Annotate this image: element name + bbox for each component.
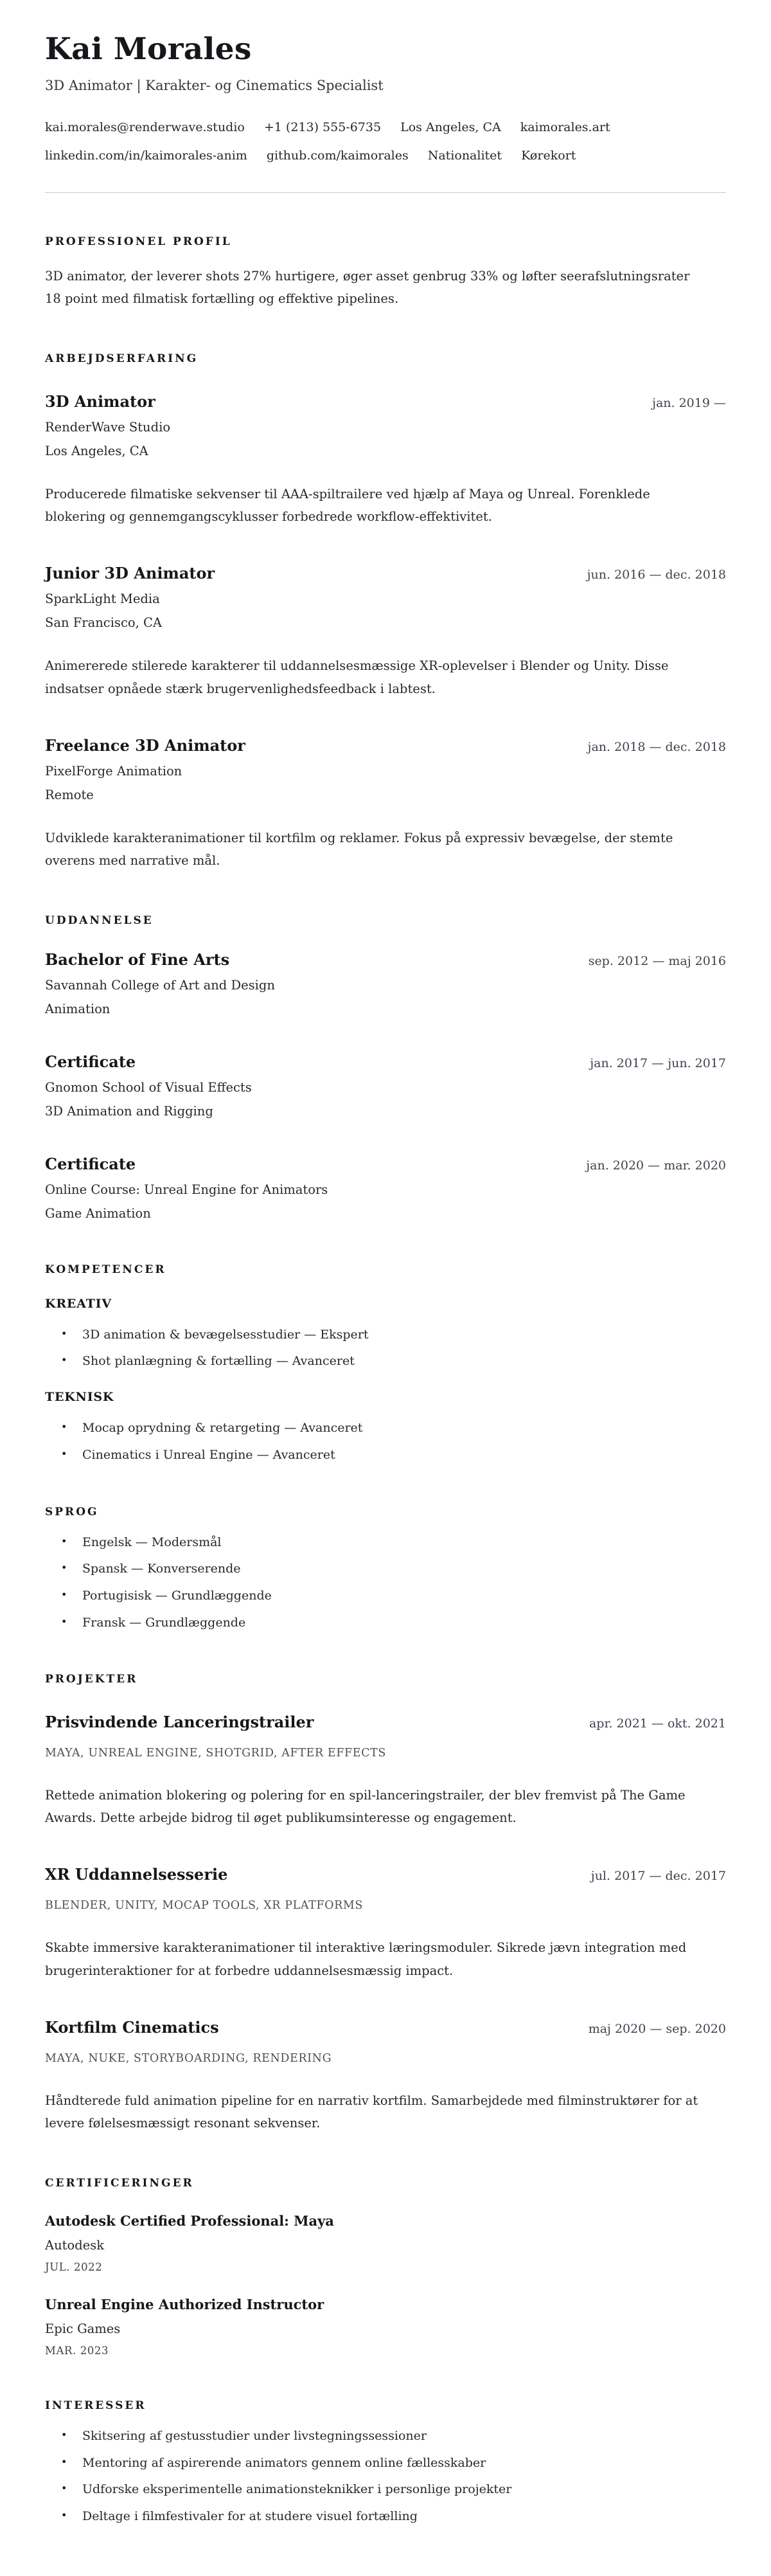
project-title: Prisvindende Lanceringstrailer — [45, 1713, 314, 1732]
section-projects — [45, 1673, 726, 2134]
skill-item-text: Shot planlægning & fortælling — Avanceret — [82, 1354, 355, 1369]
education-entry — [45, 950, 726, 1016]
project-description: Rettede animation blokering og polering for en spil-lanceringstrailer, der blev fremvist på The Game Awards. Dette arbejde bidrog til øget publikumsinteresse og engagement. — [45, 1788, 686, 1826]
skill-item-text: Cinematics i Unreal Engine — Avanceret — [82, 1447, 335, 1462]
degree-date: sep. 2012 — maj 2016 — [588, 953, 726, 968]
degree-institution: Savannah College of Art and Design — [45, 977, 275, 993]
job-title: 3D Animator — [45, 392, 155, 411]
skill-item-text: Mocap oprydning & retargeting — Avanceret — [82, 1421, 363, 1436]
language-item — [61, 1535, 712, 1551]
certification-entry — [45, 2296, 726, 2357]
certification-entry — [45, 2213, 726, 2273]
project-description: Håndterede fuld animation pipeline for en narrativ kortfilm. Samarbejdede med filminstruktører for at levere følelsesmæssigt resonant sekvenser. — [45, 2093, 698, 2130]
job-description: Animererede stilerede karakterer til uddannelsesmæssige XR-oplevelser i Blender og Unity. Disse indsatser opnåede stærk brugervenlighedsfeedback i labtest. — [45, 658, 669, 696]
bullet-icon: • — [61, 1354, 67, 1367]
skill-group-technical — [45, 1390, 726, 1463]
section-education — [45, 914, 726, 1221]
contact-github: github.com/kaimorales — [266, 149, 409, 163]
project-date: apr. 2021 — okt. 2021 — [589, 1716, 726, 1731]
degree-institution: Gnomon School of Visual Effects — [45, 1079, 252, 1095]
job-company: RenderWave Studio — [45, 420, 171, 435]
work-entry-header — [45, 564, 726, 582]
language-item — [61, 1615, 712, 1631]
bullet-icon: • — [61, 1562, 67, 1574]
bullet-icon: • — [61, 2482, 67, 2495]
contact-row-1 — [45, 120, 726, 134]
bullet-icon: • — [61, 1447, 67, 1460]
job-location: San Francisco, CA — [45, 615, 163, 631]
job-title: Junior 3D Animator — [45, 564, 215, 583]
language-item-text: Spansk — Konverserende — [82, 1562, 241, 1576]
skill-item — [61, 1420, 712, 1436]
degree-field: Animation — [45, 1001, 111, 1016]
header-divider — [45, 192, 726, 193]
language-list — [45, 1535, 726, 1631]
job-company: SparkLight Media — [45, 591, 160, 607]
education-entry-header — [45, 1052, 726, 1071]
certification-name: Autodesk Certified Professional: Maya — [45, 2212, 334, 2229]
certification-issuer: Autodesk — [45, 2237, 105, 2253]
job-description: Producerede filmatiske sekvenser til AAA-spiltrailere ved hjælp af Maya og Unreal. Forenklede blokering og gennemgangscyklusser forbedrede workflow-effektivitet. — [45, 487, 650, 525]
project-entry — [45, 1865, 726, 1981]
education-entry — [45, 1155, 726, 1221]
languages-heading: SPROG — [45, 1505, 99, 1518]
skill-group-label: KREATIV — [45, 1296, 112, 1311]
project-tech-list: MAYA, NUKE, STORYBOARDING, RENDERING — [45, 2051, 332, 2065]
skill-group-creative — [45, 1297, 726, 1369]
certification-date: MAR. 2023 — [45, 2344, 109, 2357]
project-entry-header — [45, 2018, 726, 2037]
degree-title: Certificate — [45, 1052, 136, 1071]
contact-location: Los Angeles, CA — [400, 120, 501, 135]
language-item-text: Fransk — Grundlæggende — [82, 1615, 246, 1630]
project-tech-list: MAYA, UNREAL ENGINE, SHOTGRID, AFTER EFFECTS — [45, 1747, 386, 1760]
interest-item — [61, 2481, 712, 2498]
degree-field: 3D Animation and Rigging — [45, 1103, 213, 1119]
project-entry-header — [45, 1713, 726, 1731]
job-description: Udviklede karakteranimationer til kortfilm og reklamer. Fokus på expressiv bevægelse, der stemte overens med narrative mål. — [45, 830, 673, 868]
skill-item — [61, 1353, 712, 1369]
bullet-icon: • — [61, 2455, 67, 2468]
contact-nationality-label: Nationalitet — [427, 149, 502, 163]
job-date: jan. 2018 — dec. 2018 — [587, 739, 726, 754]
bullet-icon: • — [61, 1615, 67, 1628]
education-entry — [45, 1052, 726, 1119]
degree-field: Game Animation — [45, 1205, 151, 1221]
interest-item-text: Mentoring af aspirerende animators gennem online fællesskaber — [82, 2455, 486, 2470]
section-certifications — [45, 2177, 726, 2357]
degree-title: Bachelor of Fine Arts — [45, 950, 230, 969]
certification-issuer: Epic Games — [45, 2321, 121, 2336]
work-entry — [45, 392, 726, 528]
project-title: XR Uddannelsesserie — [45, 1865, 228, 1884]
section-skills — [45, 1263, 726, 1463]
language-item — [61, 1588, 712, 1604]
certification-name: Unreal Engine Authorized Instructor — [45, 2296, 324, 2312]
job-date: jun. 2016 — dec. 2018 — [587, 568, 726, 582]
contact-phone: +1 (213) 555-6735 — [263, 120, 382, 135]
degree-date: jan. 2020 — mar. 2020 — [586, 1158, 726, 1173]
project-tech-list: BLENDER, UNITY, MOCAP TOOLS, XR PLATFORMS — [45, 1899, 363, 1913]
bullet-icon: • — [61, 1588, 67, 1601]
bullet-icon: • — [61, 1421, 67, 1434]
education-entry-header — [45, 950, 726, 969]
job-location: Los Angeles, CA — [45, 444, 148, 459]
interest-item — [61, 2428, 712, 2444]
bullet-icon: • — [61, 2508, 67, 2521]
interest-item — [61, 2455, 712, 2471]
contact-row-2 — [45, 149, 726, 163]
contact-website: kaimorales.art — [520, 120, 610, 135]
bullet-icon: • — [61, 1535, 67, 1547]
project-description: Skabte immersive karakteranimationer til interaktive læringsmoduler. Sikrede jævn integration med brugerinteraktioner for at forbedre uddannelsesmæssig impact. — [45, 1940, 687, 1978]
work-entry-header — [45, 736, 726, 755]
person-title: 3D Animator | Karakter- og Cinematics Specialist — [45, 78, 384, 94]
job-date: jan. 2019 — — [652, 396, 726, 411]
contact-drivers-license-label: Kørekort — [521, 149, 576, 163]
bullet-icon: • — [61, 1327, 67, 1340]
bullet-icon: • — [61, 2428, 67, 2441]
contact-linkedin: linkedin.com/in/kaimorales-anim — [45, 149, 247, 163]
degree-date: jan. 2017 — jun. 2017 — [590, 1056, 726, 1070]
section-work — [45, 352, 726, 872]
project-date: jul. 2017 — dec. 2017 — [590, 1869, 726, 1884]
contact-email: kai.morales@renderwave.studio — [45, 120, 245, 135]
certification-date: JUL. 2022 — [45, 2260, 103, 2273]
job-location: Remote — [45, 787, 94, 802]
skill-list — [45, 1420, 726, 1463]
projects-heading: PROJEKTER — [45, 1673, 138, 1686]
education-entry-header — [45, 1155, 726, 1173]
language-item — [61, 1561, 712, 1577]
project-date: maj 2020 — sep. 2020 — [588, 2021, 726, 2036]
work-entry — [45, 564, 726, 699]
project-entry — [45, 1713, 726, 1829]
degree-title: Certificate — [45, 1154, 136, 1173]
language-item-text: Engelsk — Modersmål — [82, 1535, 222, 1549]
work-entry — [45, 736, 726, 872]
project-entry-header — [45, 1865, 726, 1884]
education-heading: UDDANNELSE — [45, 914, 154, 927]
interest-list — [45, 2428, 726, 2525]
skill-list — [45, 1327, 726, 1369]
work-entry-header — [45, 392, 726, 411]
interest-item-text: Udforske eksperimentelle animationsteknikker i personlige projekter — [82, 2482, 512, 2497]
certifications-heading: CERTIFICERINGER — [45, 2176, 194, 2190]
resume-header — [45, 32, 726, 193]
interest-item — [61, 2508, 712, 2525]
interests-heading: INTERESSER — [45, 2399, 146, 2412]
skills-heading: KOMPETENCER — [45, 1263, 166, 1276]
skill-item — [61, 1447, 712, 1463]
profile-text: 3D animator, der leverer shots 27% hurtigere, øger asset genbrug 33% og løfter seerafslutningsrater 18 point med filmatisk fortælling og effektive pipelines. — [45, 269, 690, 307]
profile-heading: PROFESSIONEL PROFIL — [45, 235, 232, 249]
job-title: Freelance 3D Animator — [45, 735, 245, 755]
job-company: PixelForge Animation — [45, 763, 182, 779]
project-title: Kortfilm Cinematics — [45, 2017, 219, 2037]
degree-institution: Online Course: Unreal Engine for Animators — [45, 1182, 328, 1197]
skill-item-text: 3D animation & bevægelsesstudier — Ekspert — [82, 1327, 369, 1342]
skill-group-label: TEKNISK — [45, 1390, 114, 1405]
language-item-text: Portugisisk — Grundlæggende — [82, 1588, 272, 1603]
section-languages — [45, 1506, 726, 1631]
section-interests — [45, 2399, 726, 2525]
interest-item-text: Skitsering af gestusstudier under livstegningssessioner — [82, 2428, 427, 2443]
work-heading: ARBEJDSERFARING — [45, 352, 199, 366]
section-profile — [45, 235, 726, 310]
interest-item-text: Deltage i filmfestivaler for at studere visuel fortælling — [82, 2508, 418, 2523]
project-entry — [45, 2018, 726, 2134]
skill-item — [61, 1327, 712, 1343]
person-name: Kai Morales — [45, 32, 252, 67]
